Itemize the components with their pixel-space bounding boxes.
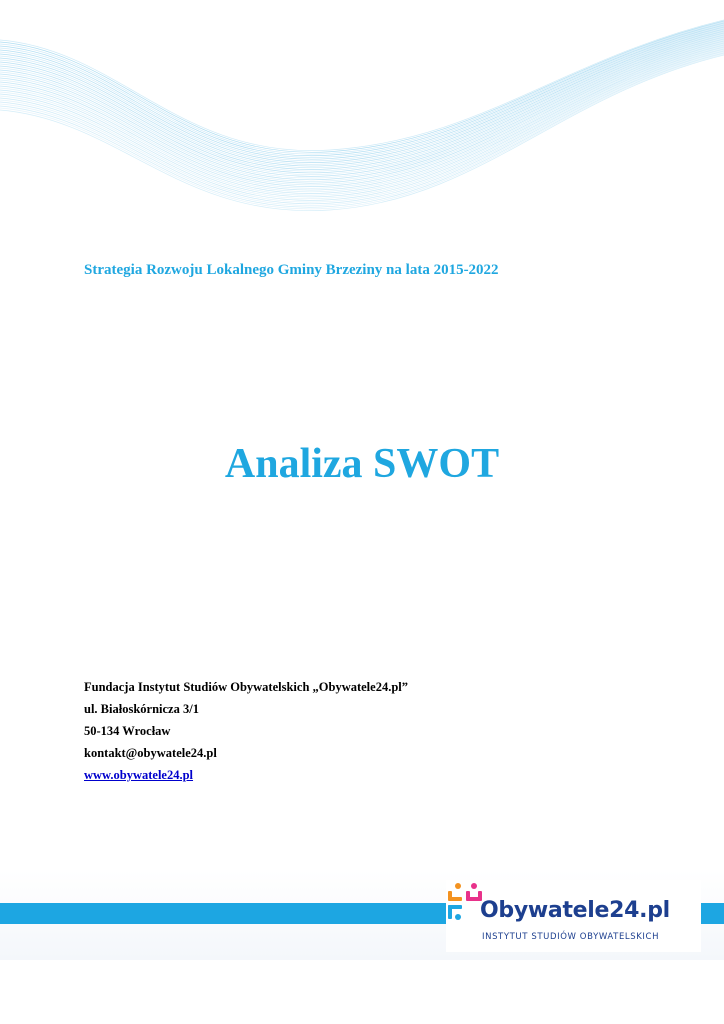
wave-line xyxy=(0,29,724,166)
logo-tagline: INSTYTUT STUDIÓW OBYWATELSKICH xyxy=(482,932,660,942)
organization-contact-block xyxy=(84,676,408,786)
organization-name: Fundacja Instytut Studiów Obywatelskich „Obywatele24.pl” xyxy=(84,680,408,694)
organization-city: 50-134 Wrocław xyxy=(84,724,171,738)
organization-website-link[interactable]: www.obywatele24.pl xyxy=(84,768,194,782)
footer-blue-bar xyxy=(0,903,446,924)
obywatele24-logo xyxy=(446,880,701,952)
document-title: Analiza SWOT xyxy=(224,441,500,487)
footer-blue-bar-end xyxy=(701,903,724,924)
wave-lines xyxy=(0,20,724,211)
organization-street: ul. Białoskórnicza 3/1 xyxy=(84,702,199,716)
header-wave-decoration xyxy=(0,0,724,225)
logo-wordmark: Obywatele24.pl xyxy=(480,898,670,923)
wave-line xyxy=(0,30,724,168)
organization-email: kontakt@obywatele24.pl xyxy=(84,746,217,760)
document-subtitle: Strategia Rozwoju Lokalnego Gminy Brzeziny na lata 2015-2022 xyxy=(84,262,499,278)
